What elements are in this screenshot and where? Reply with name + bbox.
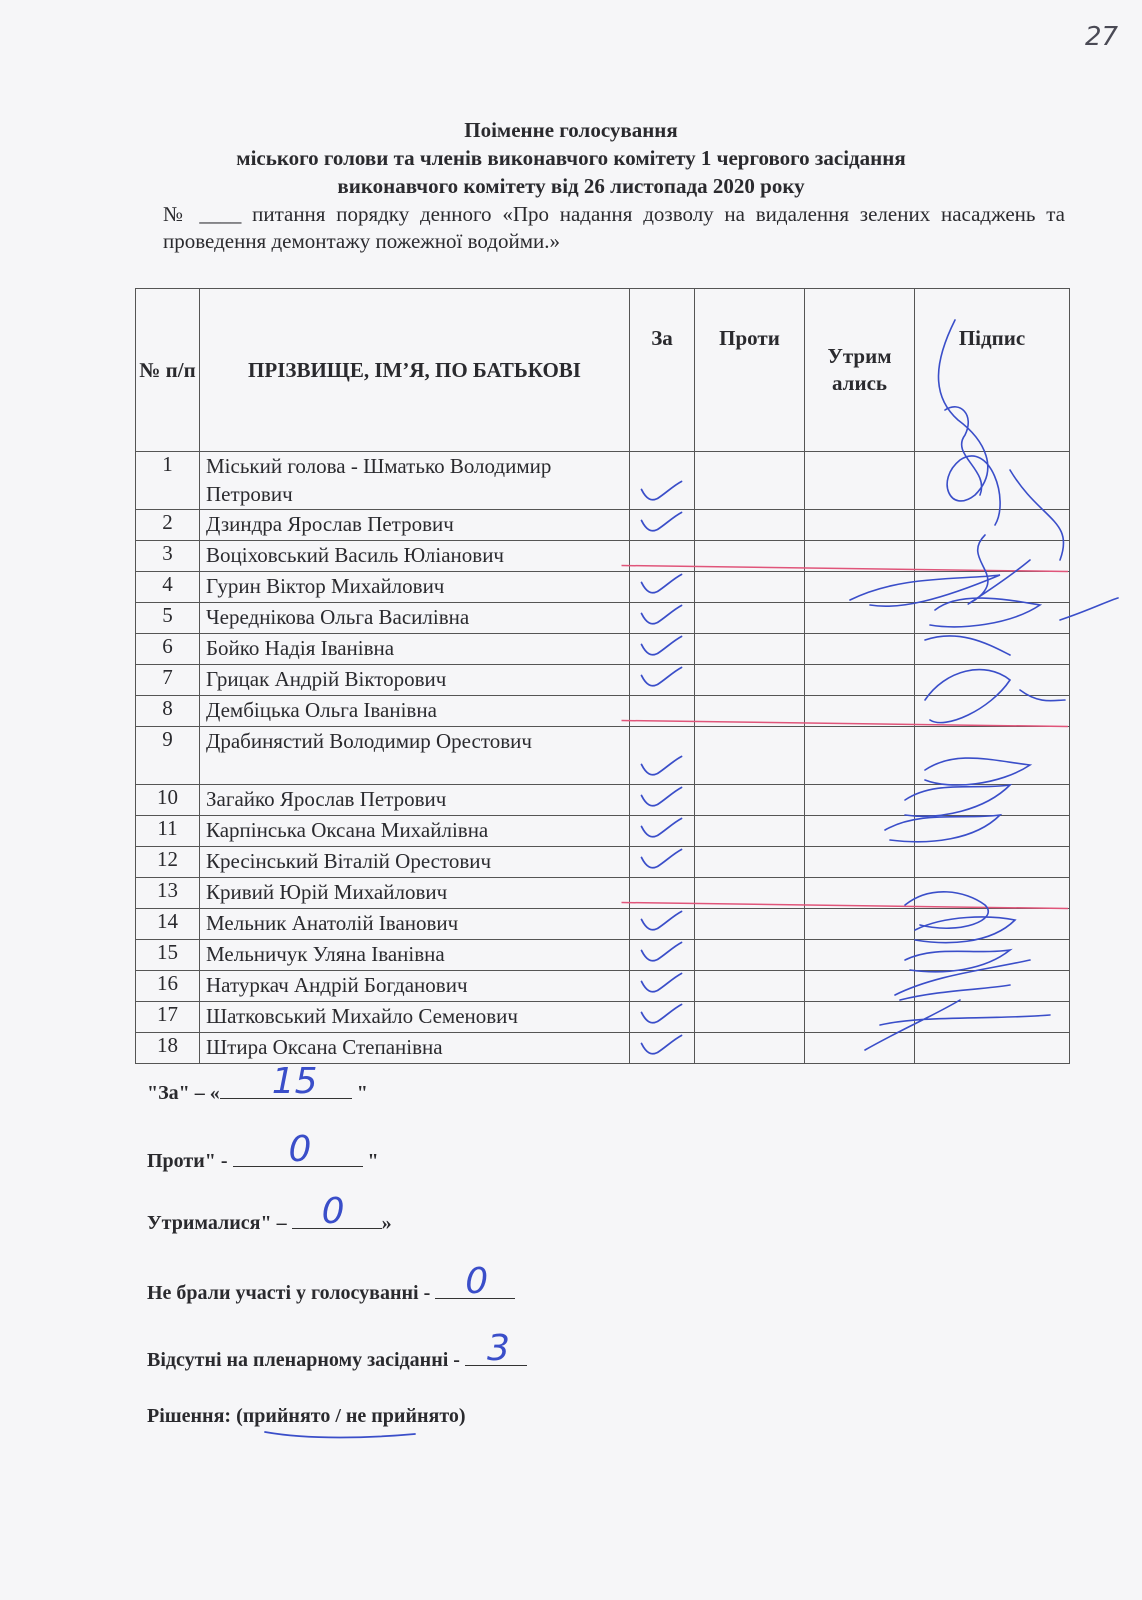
row-number: 12 [136, 847, 200, 878]
member-name: Кривий Юрій Михайлович [200, 878, 630, 909]
tally-absent-value: 3 [486, 1328, 510, 1369]
member-name: Мельничук Уляна Іванівна [200, 940, 630, 971]
header-against: Проти [695, 289, 805, 452]
member-name: Дзиндра Ярослав Петрович [200, 510, 630, 541]
row-number: 3 [136, 541, 200, 572]
header-signature: Підпис [915, 289, 1070, 452]
tally-not-voted-label: Не брали участі у голосуванні - [147, 1282, 436, 1304]
tally-absent-label: Відсутні на пленарному засіданні - [147, 1349, 465, 1371]
row-number: 6 [136, 634, 200, 665]
meeting-date-line: виконавчого комітету від 26 листопада 2020 року [337, 174, 805, 198]
document-title: Поіменне голосування [464, 118, 678, 142]
tally-against-value: 0 [288, 1129, 312, 1170]
member-name: Драбинястий Володимир Орестович [200, 727, 630, 785]
row-number: 16 [136, 971, 200, 1002]
header-number: № п/п [136, 289, 200, 452]
row-number: 14 [136, 909, 200, 940]
tally-for-label: "За" – « [147, 1082, 220, 1104]
row-number: 18 [136, 1033, 200, 1064]
row-number: 17 [136, 1002, 200, 1033]
member-name: Бойко Надія Іванівна [200, 634, 630, 665]
decision-label: Рішення: (прийнято / не прийнято) [147, 1405, 466, 1427]
header-for: За [630, 289, 695, 452]
member-name: Загайко Ярослав Петрович [200, 785, 630, 816]
tally-abstained-value: 0 [321, 1191, 345, 1232]
tally-against-end: " [362, 1150, 379, 1172]
row-number: 11 [136, 816, 200, 847]
tally-for-value: 15 [271, 1061, 318, 1102]
row-number: 15 [136, 940, 200, 971]
row-number: 9 [136, 727, 200, 785]
agenda-item-text: № ____ питання порядку денного «Про надання дозволу на видалення зелених насаджень та проведення демонтажу пожежної водойми.» [163, 202, 1065, 253]
tally-abstained-end: » [381, 1212, 392, 1234]
member-name: Шатковський Михайло Семенович [200, 1002, 630, 1033]
header-abstained: Утрим ались [805, 289, 915, 452]
header-full-name: ПРІЗВИЩЕ, ІМ’Я, ПО БАТЬКОВІ [200, 289, 630, 452]
row-number: 8 [136, 696, 200, 727]
tally-abstained-label: Утрималися" – [147, 1212, 292, 1234]
member-name: Натуркач Андрій Богданович [200, 971, 630, 1002]
member-name: Дембіцька Ольга Іванівна [200, 696, 630, 727]
member-name: Череднікова Ольга Василівна [200, 603, 630, 634]
tally-not-voted-value: 0 [465, 1261, 489, 1302]
page-number: 27 [1085, 22, 1119, 52]
row-number: 1 [136, 452, 200, 510]
document-subtitle: міського голови та членів виконавчого комітету 1 чергового засідання [236, 146, 906, 170]
member-name: Штира Оксана Степанівна [200, 1033, 630, 1064]
member-name: Гурин Віктор Михайлович [200, 572, 630, 603]
tally-against-label: Проти" - [147, 1150, 233, 1172]
member-name: Кресінський Віталій Орестович [200, 847, 630, 878]
row-number: 7 [136, 665, 200, 696]
member-name: Карпінська Оксана Михайлівна [200, 816, 630, 847]
row-number: 4 [136, 572, 200, 603]
row-number: 13 [136, 878, 200, 909]
row-number: 5 [136, 603, 200, 634]
row-number: 10 [136, 785, 200, 816]
member-name: Міський голова - Шматько Володимир Петрович [200, 452, 630, 510]
tally-for-end: " [351, 1082, 368, 1104]
member-name: Грицак Андрій Вікторович [200, 665, 630, 696]
member-name: Мельник Анатолій Іванович [200, 909, 630, 940]
decision-underline [265, 1432, 415, 1438]
member-name: Воціховський Василь Юліанович [200, 541, 630, 572]
row-number: 2 [136, 510, 200, 541]
